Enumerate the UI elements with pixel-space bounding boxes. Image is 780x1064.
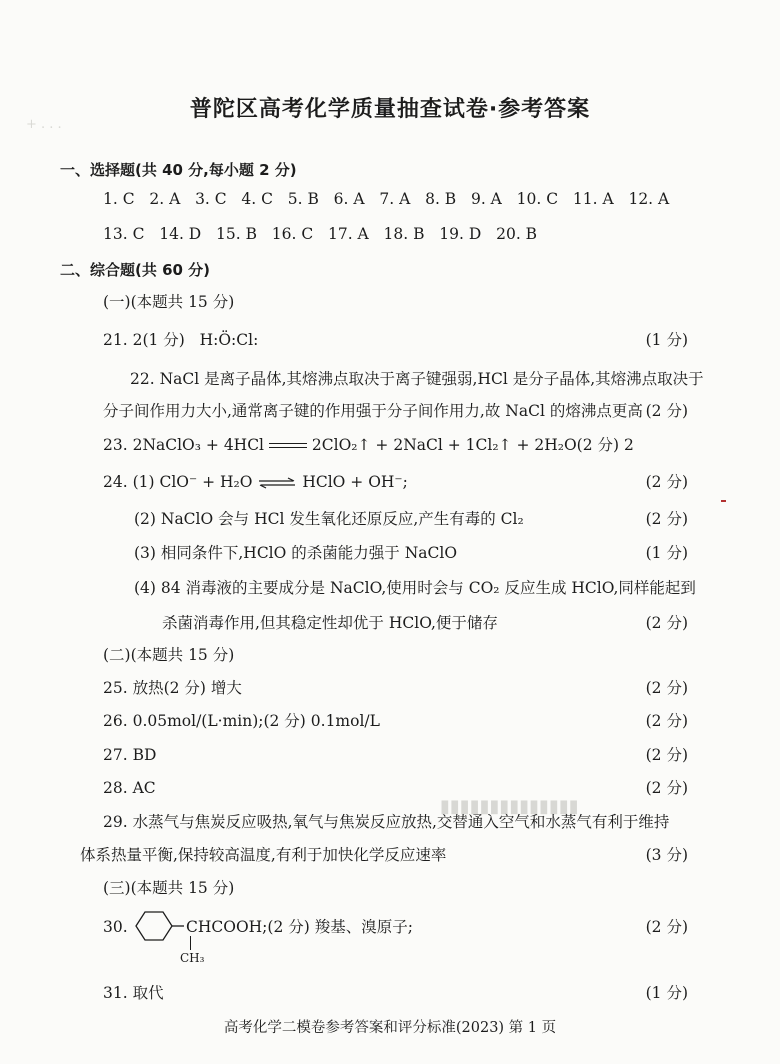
part-heading-1: (一)(本题共 15 分) — [103, 293, 235, 311]
score-25: (2 分) — [645, 679, 688, 697]
electron-dot-formula: H:Ö:Cl: — [199, 331, 259, 349]
answer: 20. B — [496, 225, 538, 243]
answer: 6. A — [333, 190, 365, 208]
answer: 14. D — [159, 225, 202, 243]
bleed-through-text: ▮▮▮▮▮▮▮▮▮▮▮▮▮▮ — [440, 796, 579, 817]
answer-24-4-line-1: (4) 84 消毒液的主要成分是 NaClO,使用时会与 CO₂ 反应生成 HClO,同样能起到 — [134, 579, 696, 597]
score-24-3: (1 分) — [645, 544, 688, 562]
equation-left: 24. (1) ClO⁻ + H₂O — [103, 473, 253, 491]
answer-28: 28. AC — [103, 779, 156, 797]
reversible-arrow-icon — [257, 477, 297, 489]
answer-30-formula — [186, 917, 413, 937]
answer: 13. C — [103, 225, 145, 243]
score-22: (2 分) — [645, 402, 688, 420]
answer-24-3: (3) 相同条件下,HClO 的杀菌能力强于 NaClO — [134, 544, 458, 562]
answer-22-line-2: 分子间作用力大小,通常离子键的作用强于分子间作用力,故 NaCl 的熔沸点更高 — [103, 402, 643, 420]
score-26: (2 分) — [645, 712, 688, 730]
equation-right: HClO + OH⁻; — [302, 473, 408, 491]
answer-30 — [103, 917, 128, 937]
answer: 3. C — [195, 190, 227, 208]
score-24-4: (2 分) — [645, 614, 688, 632]
equation-left: 23. 2NaClO₃ + 4HCl — [103, 436, 265, 454]
score-24-1: (2 分) — [645, 473, 688, 491]
page-footer: 高考化学二模卷参考答案和评分标准(2023) 第 1 页 — [223, 1020, 557, 1036]
answer-23 — [103, 435, 634, 455]
side-chain-group: CHCOOH — [186, 918, 263, 936]
answer-30-text: ;(2 分) 羧基、溴原子; — [262, 918, 413, 936]
answer-25: 25. 放热(2 分) 增大 — [103, 679, 242, 697]
answer-21 — [103, 330, 258, 350]
answer-29-line-2: 体系热量平衡,保持较高温度,有利于加快化学反应速率 — [80, 846, 447, 864]
answer-24-4-line-2: 杀菌消毒作用,但其稳定性却优于 HClO,便于储存 — [162, 614, 498, 632]
score-31: (1 分) — [645, 984, 688, 1002]
answer: 15. B — [216, 225, 257, 243]
equals-sign — [269, 441, 307, 451]
answer: 16. C — [271, 225, 314, 243]
answer: 2. A — [149, 190, 181, 208]
part-heading-2: (二)(本题共 15 分) — [103, 646, 235, 664]
score-24-2: (2 分) — [645, 510, 688, 528]
answer: 8. B — [425, 190, 457, 208]
choice-answers-row-2 — [103, 224, 537, 244]
part-heading-3: (三)(本题共 15 分) — [103, 879, 235, 897]
answer-21-text: 21. 2(1 分) — [103, 331, 185, 349]
page-title: 普陀区高考化学质量抽查试卷·参考答案 — [189, 97, 591, 122]
answer-24-2: (2) NaClO 会与 HCl 发生氧化还原反应,产生有毒的 Cl₂ — [134, 510, 524, 528]
answer-22-line-1: 22. NaCl 是离子晶体,其熔沸点取决于离子键强弱,HCl 是分子晶体,其熔沸点取决于 — [130, 370, 704, 388]
answer-26: 26. 0.05mol/(L·min);(2 分) 0.1mol/L — [103, 712, 380, 730]
answer: 1. C — [103, 190, 135, 208]
methyl-group: CH₃ — [180, 951, 205, 965]
answer: 5. B — [287, 190, 319, 208]
section-heading-choice: 一、选择题(共 40 分,每小题 2 分) — [60, 161, 297, 179]
question-number: 30. — [103, 918, 128, 936]
section-heading-comprehensive: 二、综合题(共 60 分) — [60, 261, 211, 279]
score-27: (2 分) — [645, 746, 688, 764]
score-29: (3 分) — [645, 846, 688, 864]
answer-31: 31. 取代 — [103, 984, 164, 1002]
choice-answers-row-1 — [103, 189, 669, 209]
answer: 7. A — [379, 190, 411, 208]
answer: 4. C — [241, 190, 273, 208]
red-ink-mark — [721, 500, 726, 502]
answer-27: 27. BD — [103, 746, 157, 764]
answer-29-line-1: 29. 水蒸气与焦炭反应吸热,氧气与焦炭反应放热,交替通入空气和水蒸气有利于维持 — [103, 813, 670, 831]
answer: 18. B — [383, 225, 425, 243]
answer: 9. A — [470, 190, 502, 208]
score-30: (2 分) — [645, 918, 688, 936]
answer-24-1 — [103, 472, 408, 492]
score-28: (2 分) — [645, 779, 688, 797]
score-21: (1 分) — [645, 331, 688, 349]
answer: 17. A — [327, 225, 369, 243]
answer: 10. C — [516, 190, 559, 208]
bleed-through-text: + . . . — [26, 117, 62, 132]
answer: 12. A — [628, 190, 670, 208]
benzene-ring-icon — [128, 908, 188, 944]
equation-right: 2ClO₂↑ + 2NaCl + 1Cl₂↑ + 2H₂O(2 分) 2 — [311, 436, 634, 454]
answer: 11. A — [572, 190, 614, 208]
answer: 19. D — [439, 225, 482, 243]
